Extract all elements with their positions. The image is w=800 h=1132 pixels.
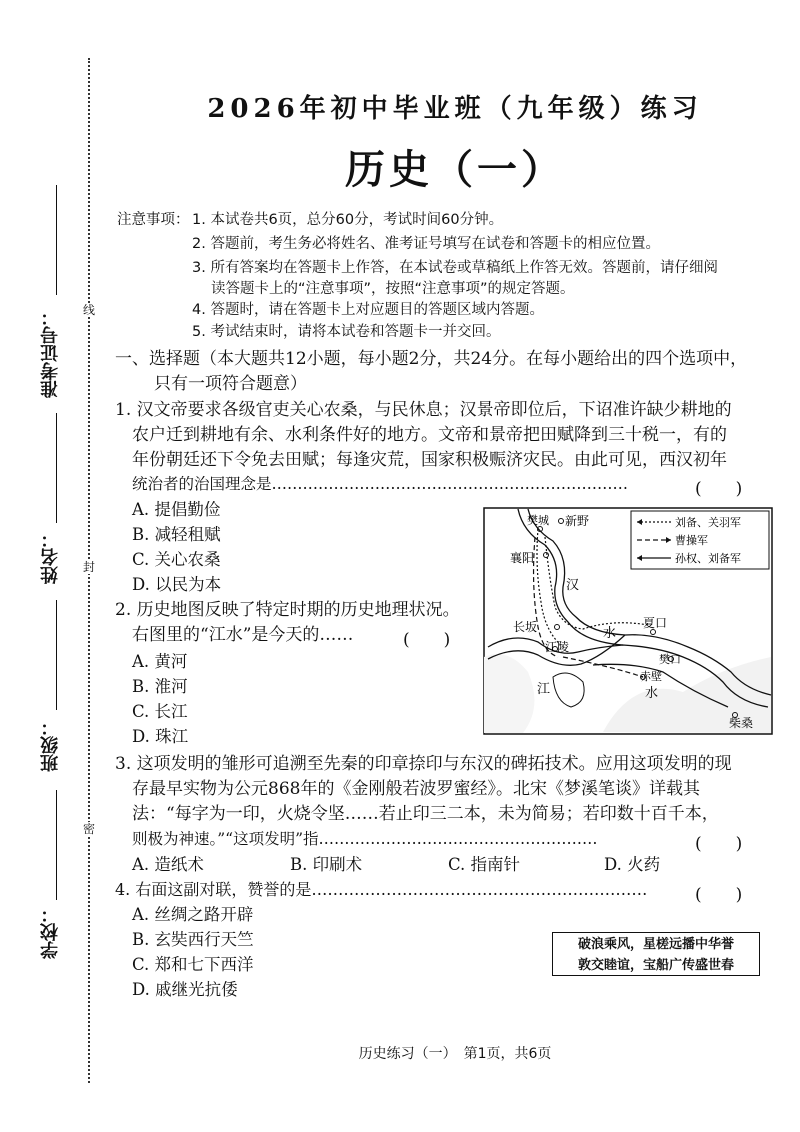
q4-stem: 4. 右面这副对联，赞誉的是………………………………………………………: [115, 880, 648, 899]
q4-option-c[interactable]: C. 郑和七下西洋: [132, 955, 254, 974]
q2-stem: 右图里的“江水”是今天的……: [132, 625, 354, 645]
class-blank[interactable]: [56, 600, 57, 710]
q1-option-c[interactable]: C. 关心农桑: [132, 550, 221, 569]
school-label: 学校：: [40, 905, 61, 959]
page-footer: 历史练习（一） 第1页，共6页: [358, 1046, 552, 1062]
map-label: 汉: [566, 578, 580, 593]
q3-option-b[interactable]: B. 印刷术: [290, 855, 363, 874]
q2-option-b[interactable]: B. 淮河: [132, 677, 188, 696]
q3-answer-paren[interactable]: ( ): [695, 834, 743, 854]
map-label: 夏口: [643, 616, 668, 630]
q3-stem: 则极为神速。”“这项发明”指………………………………………………: [132, 830, 598, 848]
couplet-box: [552, 932, 760, 976]
section-heading-cont: 只有一项符合题意）: [154, 374, 307, 394]
q4-option-d[interactable]: D. 戚继光抗倭: [132, 980, 238, 999]
notice-item: 读答题卡上的“注意事项”，按照“注意事项”的规定答题。: [211, 281, 575, 297]
notice-item: 5. 考试结束时，请将本试卷和答题卡一并交回。: [192, 324, 501, 340]
q3-option-c[interactable]: C. 指南针: [448, 855, 521, 874]
class-label: 班级：: [40, 718, 61, 772]
couplet-line-1: 破浪乘风，星槎远播中华誉: [577, 937, 734, 952]
q1-option-d[interactable]: D. 以民为本: [132, 575, 222, 594]
admission-number-label: 准考证号：: [40, 308, 61, 398]
q3-stem: 存最早实物为公元868年的《金刚般若波罗蜜经》。北宋《梦溪笔谈》详载其: [132, 779, 700, 799]
q2-stem: 2. 历史地图反映了特定时期的历史地理状况。: [115, 600, 460, 620]
q2-option-d[interactable]: D. 珠江: [132, 727, 189, 746]
q2-option-c[interactable]: C. 长江: [132, 702, 188, 721]
q2-answer-paren[interactable]: ( ): [403, 630, 451, 650]
q3-stem: 法：“每字为一印，火烧令坚……若止印三二本，未为简易；若印数十百千本，: [132, 804, 719, 824]
map-label: 新野: [565, 514, 590, 528]
map-label: 襄阳: [510, 551, 535, 565]
binding-mark-seal: 封: [82, 560, 95, 574]
exam-title: 2026年初中毕业班（九年级）练习: [207, 94, 703, 124]
couplet-line-2: 敦交睦谊，宝船广传盛世春: [577, 958, 734, 973]
map-label: 水: [603, 626, 617, 641]
legend-cao: 曹操军: [675, 534, 708, 547]
q1-stem: 1. 汉文帝要求各级官吏关心农桑，与民休息；汉景帝即位后，下诏准许缺少耕地的: [115, 400, 732, 420]
name-blank[interactable]: [56, 413, 57, 523]
q1-answer-paren[interactable]: ( ): [695, 479, 743, 499]
q2-option-a[interactable]: A. 黄河: [132, 652, 188, 671]
map-label: 江: [537, 682, 551, 697]
notice-item: 1. 本试卷共6页，总分60分，考试时间60分钟。: [192, 212, 504, 228]
section-heading: 一、选择题（本大题共12小题，每小题2分，共24分。在每小题给出的四个选项中，: [115, 349, 748, 369]
q1-stem: 统治者的治国理念是……………………………………………………………: [132, 475, 629, 493]
map-label: 樊口: [659, 653, 681, 666]
binding-mark-line: 线: [82, 303, 95, 317]
q3-option-a[interactable]: A. 造纸术: [132, 855, 204, 874]
legend-sun-liu: 孙权、刘备军: [675, 552, 741, 565]
q1-option-a[interactable]: A. 提倡勤俭: [132, 500, 221, 519]
notice-item: 2. 答题前，考生务必将姓名、准考证号填写在试卷和答题卡的相应位置。: [192, 236, 660, 252]
legend-liu-guan: 刘备、关羽军: [675, 516, 741, 529]
notice-heading: 注意事项：: [117, 212, 190, 228]
q1-stem: 年份朝廷还下令免去田赋；每逢灾荒，国家积极赈济灾民。由此可见，西汉初年: [132, 450, 727, 470]
school-blank[interactable]: [56, 790, 57, 900]
map-label: 赤壁: [640, 670, 662, 683]
notice-item: 4. 答题时，请在答题卡上对应题目的答题区域内答题。: [192, 302, 544, 318]
map-label: 柴桑: [729, 716, 754, 730]
subject-title: 历史（一）: [345, 146, 565, 193]
q4-option-b[interactable]: B. 玄奘西行天竺: [132, 930, 254, 949]
map-label: 江陵: [545, 640, 570, 654]
admission-number-blank[interactable]: [56, 185, 57, 295]
q4-answer-paren[interactable]: ( ): [695, 885, 743, 905]
q4-option-a[interactable]: A. 丝绸之路开辟: [132, 905, 254, 924]
q1-option-b[interactable]: B. 减轻租赋: [132, 525, 221, 544]
map-label: 樊城: [527, 514, 549, 527]
map-label: 长坂: [513, 620, 538, 634]
binding-mark-secret: 密: [82, 822, 95, 836]
q3-stem: 3. 这项发明的雏形可追溯至先秦的印章捺印与东汉的碑拓技术。应用这项发明的现: [115, 754, 732, 774]
historical-map: [483, 507, 773, 735]
notice-item: 3. 所有答案均在答题卡上作答，在本试卷或草稿纸上作答无效。答题前，请仔细阅: [192, 260, 718, 276]
q1-stem: 农户迁到耕地有余、水利条件好的地方。文帝和景帝把田赋降到三十税一，有的: [132, 425, 727, 445]
map-label: 水: [645, 686, 659, 701]
name-label: 姓名：: [40, 530, 61, 584]
q3-option-d[interactable]: D. 火药: [604, 855, 661, 874]
